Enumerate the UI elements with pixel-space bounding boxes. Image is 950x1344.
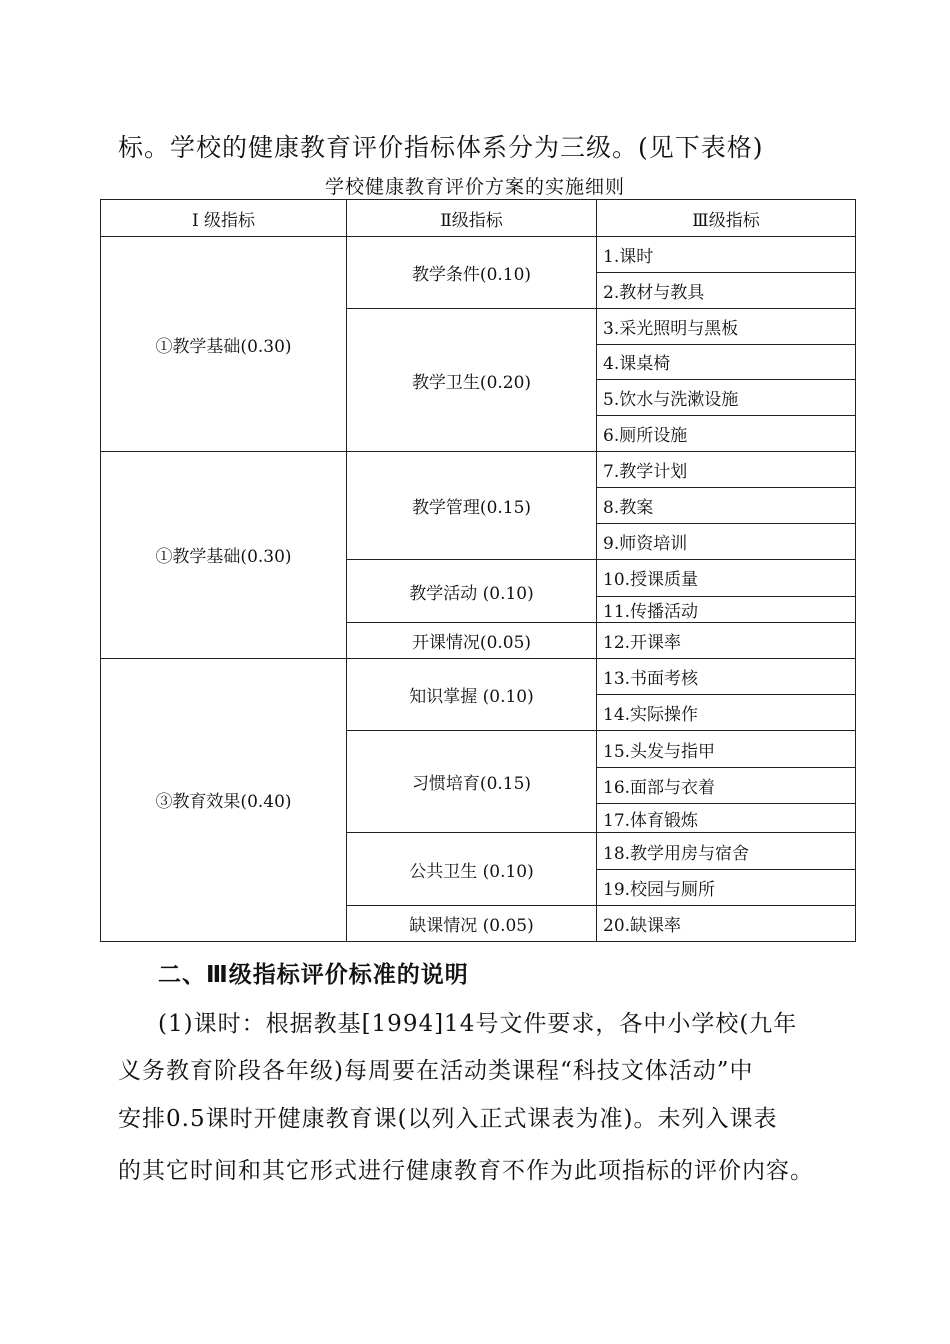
level2-cell: 开课情况(0.05) (347, 622, 597, 658)
level3-cell: 10.授课质量 (597, 560, 856, 596)
paragraph-line: 的其它时间和其它形式进行健康教育不作为此项指标的评价内容。 (118, 1158, 814, 1184)
level2-cell: 教学活动 (0.10) (347, 560, 597, 622)
level3-cell: 4.课桌椅 (597, 344, 856, 379)
header-level2: Ⅱ级指标 (347, 200, 597, 237)
evaluation-table (100, 199, 856, 942)
table-row (101, 237, 856, 273)
table-caption: 学校健康教育评价方案的实施细则 (324, 176, 625, 198)
header-level1: Ⅰ 级指标 (101, 200, 347, 237)
level3-cell: 6.厕所设施 (597, 415, 856, 451)
level3-cell: 14.实际操作 (597, 694, 856, 730)
level2-cell: 教学条件(0.10) (347, 237, 597, 309)
level3-cell: 19.校园与厕所 (597, 869, 856, 905)
level1-cell: ③教育效果(0.40) (101, 658, 347, 941)
level3-cell: 12.开课率 (597, 622, 856, 658)
level2-cell: 知识掌握 (0.10) (347, 658, 597, 730)
level3-cell: 16.面部与衣着 (597, 768, 856, 804)
level3-cell: 20.缺课率 (597, 905, 856, 941)
table-header-row (101, 200, 856, 237)
level3-cell: 18.教学用房与宿舍 (597, 833, 856, 869)
level2-cell: 公共卫生 (0.10) (347, 833, 597, 905)
level2-cell: 教学管理(0.15) (347, 451, 597, 559)
level3-cell: 7.教学计划 (597, 451, 856, 487)
level3-cell: 15.头发与指甲 (597, 731, 856, 768)
paragraph-line: 义务教育阶段各年级)每周要在活动类课程“科技文体活动”中 (118, 1058, 754, 1084)
level3-cell: 9.师资培训 (597, 524, 856, 560)
paragraph-line: (1)课时：根据教基[1994]14号文件要求，各中小学校(九年 (158, 1011, 798, 1037)
level1-cell: ①教学基础(0.30) (101, 237, 347, 452)
intro-line: 标。学校的健康教育评价指标体系分为三级。(见下表格) (118, 133, 764, 162)
level3-cell: 3.采光照明与黑板 (597, 309, 856, 344)
level3-cell: 17.体育锻炼 (597, 804, 856, 833)
level2-cell: 教学卫生(0.20) (347, 309, 597, 452)
level3-cell: 8.教案 (597, 488, 856, 524)
level3-cell: 13.书面考核 (597, 658, 856, 694)
table-row (101, 451, 856, 487)
paragraph-line: 安排0.5课时开健康教育课(以列入正式课表为准)。未列入课表 (118, 1106, 778, 1132)
level3-cell: 2.教材与教具 (597, 273, 856, 309)
level2-cell: 缺课情况 (0.05) (347, 905, 597, 941)
level3-cell: 11.传播活动 (597, 596, 856, 622)
table-row (101, 658, 856, 694)
level3-cell: 5.饮水与洗漱设施 (597, 379, 856, 415)
level2-cell: 习惯培育(0.15) (347, 731, 597, 833)
section-title: 二、Ⅲ级指标评价标准的说明 (158, 962, 469, 988)
level1-cell: ①教学基础(0.30) (101, 451, 347, 658)
level3-cell: 1.课时 (597, 237, 856, 273)
header-level3: Ⅲ级指标 (597, 200, 856, 237)
